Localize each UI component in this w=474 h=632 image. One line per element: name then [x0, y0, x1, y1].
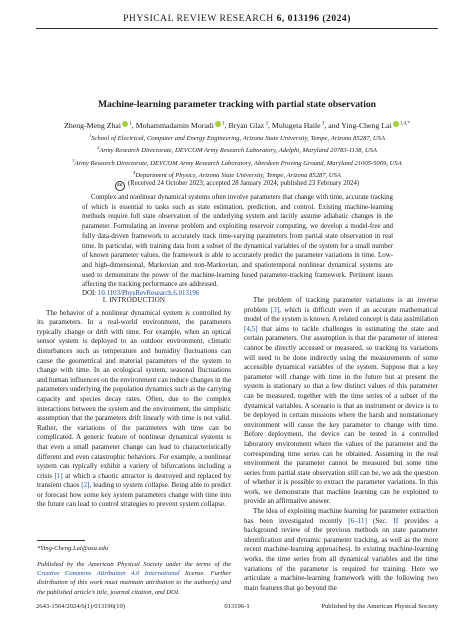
affiliation-list	[36, 131, 438, 181]
citation-link[interactable]: [2]	[81, 481, 90, 490]
author-name: Mulugeta Haile	[271, 121, 321, 130]
journal-volume: 6, 013196 (2024)	[276, 13, 351, 24]
citation-link[interactable]: II	[393, 516, 399, 525]
right-column	[244, 296, 438, 593]
author-affiliation-mark: 3	[320, 121, 325, 127]
doi-link[interactable]: 10.1103/PhysRevResearch.6.013196	[97, 290, 200, 297]
footnote-rule	[37, 540, 85, 541]
left-column	[37, 296, 231, 510]
author-affiliation-mark: 1	[220, 121, 225, 127]
citation-link[interactable]: [1]	[54, 471, 63, 480]
author-affiliation-mark: 1,4,*	[398, 121, 410, 127]
affiliation: $^2$Army Research Directorate, DEVCOM Army Research Laboratory, Adelphi, Maryland 20783-1138, USA	[97, 145, 377, 155]
author-name: Mohammadamin Moradi	[135, 121, 214, 130]
abstract: Complex and nonlinear dynamical systems often involve parameters that change with time, accurate tracking of which is essential to tasks such as state estimation, prediction, and control. Existing machine-learning methods require full state observation of the underlying system and tacitly assume adiabatic changes in the parameter. Formulating an inverse problem and exploiting reservoir computing, we develop a model-free and fully data-driven framework to accurately track time-varying parameters from partial state observation in real time. In particular, with training data from a subset of the dynamical variables of the system for a small number of known parameter values, the framework is able to accurately predict the parameter variations in time. Low- and high-dimensional, Markovian and non-Markovian, and spatiotemporal nonlinear dynamical systems are used to demonstrate the power of the machine-learning based parameter-tracking framework. Pertinent issues affecting the tracking performance are addressed.	[82, 194, 393, 289]
journal-header	[0, 13, 474, 24]
author-name: Bryan Glaz	[228, 121, 265, 130]
author-affiliation-mark: 1	[128, 121, 132, 127]
author-name: Ying-Cheng Lai	[341, 121, 392, 130]
citation-link[interactable]: [4,5]	[244, 324, 258, 333]
left-column-text	[37, 309, 231, 510]
doi-label: DOI:	[82, 290, 97, 297]
footer-page-number: 013196-1	[224, 603, 250, 610]
header-rule	[36, 28, 438, 29]
body-paragraph: The behavior of a nonlinear dynamical system is controlled by its parameters. In a real-world environment, the parameters typically change or drift with time. For example, when an optical sensor system is deployed to an outdoor environment, climatic disturbances such as temperature and humidity fluctuations can cause the geometrical and material parameters of the system to change with time. In an ecological system, seasonal fluctuations and human influences on the environment can induce changes in the parameters underlying the population dynamics such as the carrying capacity and species decay rates. Often, due to the complex interactions between the system and the environment, the simplistic assumption that the parameters drift linearly with time is not valid. Rather, the variations of the parameters with time can be complicated. A generic feature of nonlinear dynamical systems is that even a small parameter change can lead to characteristically different and even catastrophic behaviors. For example, a nonlinear system can typically exhibit a variety of bifurcations including a crisis [1] at which a chaotic attractor is destroyed and replaced by transient chaos [2], leading to system collapse. Being able to predict or forecast how some key system parameters change with time into the future can lead to control strategies to prevent system collapse.	[37, 308, 231, 509]
citation-link[interactable]: [3]	[270, 305, 280, 314]
footer-publisher: Published by the American Physical Society	[321, 603, 438, 610]
footer-issn: 2643-1564/2024/6(1)/013196(19)	[36, 603, 126, 610]
affiliation: $^4$Department of Physics, Arizona State University, Tempe, Arizona 85287, USA	[133, 170, 341, 180]
corresponding-author-email[interactable]: *Ying-Cheng.Lai@asu.edu	[37, 545, 109, 552]
author-list: Zheng-Meng Zhai $^1$, Mohammadamin Moradi $^1$, Bryan Glaz $^2$, Mulugeta Haile $^3$, and Ying-Cheng Lai $^{1,4,*}$	[64, 121, 410, 130]
author-affiliation-mark: 2	[264, 121, 268, 127]
paper-title: Machine-learning parameter tracking with partial state observation	[97, 99, 376, 110]
citation-link[interactable]: [6–11]	[348, 516, 367, 525]
citation-link[interactable]: Creative Commons Attribution 4.0 International	[37, 570, 180, 578]
affiliation: $^1$School of Electrical, Computer and Energy Engineering, Arizona State University, Tempe, Arizona 85287, USA	[88, 133, 385, 143]
journal-name: PHYSICAL REVIEW RESEARCH	[123, 13, 274, 24]
body-paragraph: The problem of tracking parameter variations is an inverse problem [3], which is difficult even if an accurate mathematical model of the system is known. A related concept is data assimilation [4,5] that aims to tackle challenges in estimating the state and certain parameters. Our assumption is that the parameter of interest cannot be directly accessed or measured, so tracking its variations will need to be done indirectly using the measurements of some accessible dynamical variables of the system. Suppose that a key parameter will change with time in the future but at present the system is stationary so that a few distinct values of this parameter can be measured, together with the time series of a subset of the dynamical variables. A scenario is that an instrument or device is to be deployed in certain missions where the harsh and nonstationary environment will cause the key parameter to change with time. Before deployment, the device can be tested in a controlled laboratory environment where the values of the parameter and the corresponding time series can be obtained. Assuming in the real environment the parameter cannot be measured but some time series from partial state observation still can be, we ask the question of whether it is possible to extract the parameter variations. In this work, we demonstrate that machine learning can be exploited to provide an affirmative answer.	[244, 296, 438, 506]
section-heading-introduction: I. INTRODUCTION	[102, 296, 166, 304]
body-paragraph: The idea of exploiting machine learning for parameter extraction has been investigated recently [6–11] (Sec. II provides a background review of the previous methods on state parameter identification and dynamic parameter tracking, as well as the more recent machine-learning approaches). In existing machine-learning works, the time series from all dynamical variables and the time variations of the parameter is required for training. Here we articulate a machine-learning framework with the following two main features that go beyond the	[244, 507, 438, 592]
received-dates	[36, 180, 438, 191]
author-name: Zheng-Meng Zhai	[64, 121, 122, 130]
license-note: Published by the American Physical Society under the terms of the Creative Commons Attribution 4.0 International license. Further distribution of this work must maintain attribution to the author(s) and the published article’s title, journal citation, and DOI.	[37, 561, 232, 596]
cc-license-icon[interactable]: cc	[115, 181, 125, 191]
received-text: (Received 24 October 2023; accepted 28 January 2024; published 23 February 2024)	[127, 180, 360, 187]
affiliation: $^3$Army Research Directorate, DEVCOM Army Research Laboratory, Aberdeen Proving Ground, Maryland 21005-5069, USA	[72, 157, 402, 167]
